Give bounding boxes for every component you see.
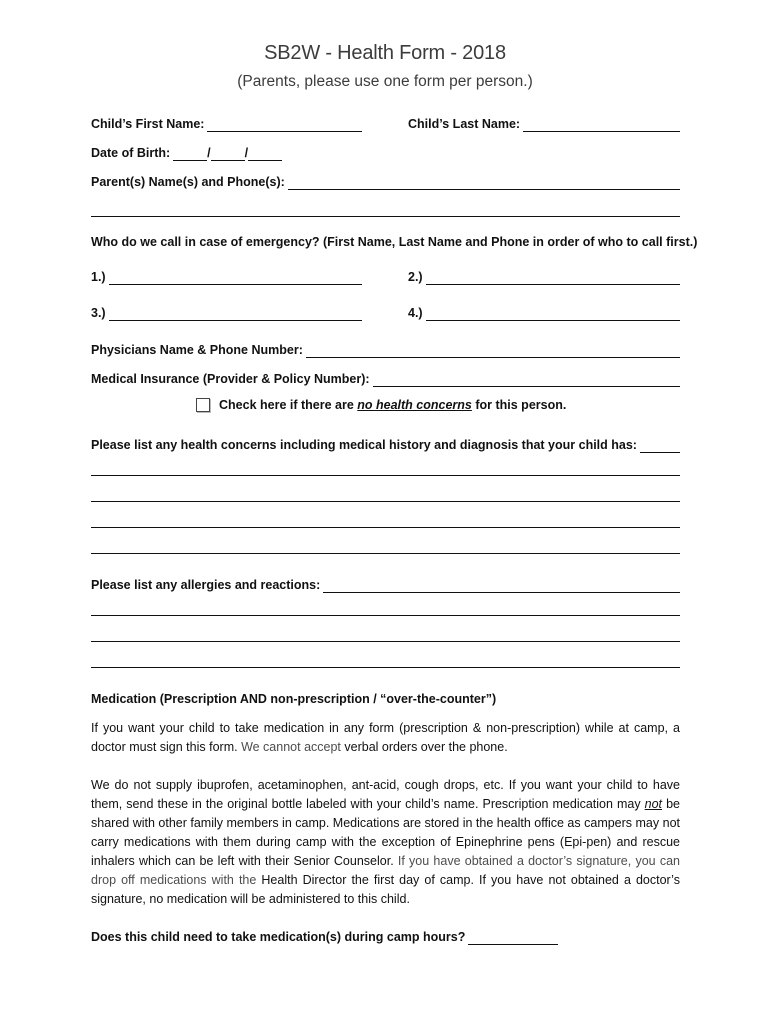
parents-row <box>91 172 680 190</box>
allergies-line[interactable] <box>91 641 680 642</box>
last-name-label: Child’s Last Name: <box>408 117 521 131</box>
contact-field[interactable] <box>109 271 362 285</box>
dob-month-field[interactable] <box>173 147 207 161</box>
no-concerns-emphasis: no health concerns <box>357 398 472 412</box>
med-para2-not: not <box>644 797 663 811</box>
parents-field-line-2[interactable] <box>91 216 680 217</box>
insurance-field[interactable] <box>373 373 680 387</box>
allergies-line[interactable] <box>91 667 680 668</box>
contact-number: 2.) <box>408 270 423 284</box>
emergency-contact-1 <box>91 267 362 285</box>
med-para2-text: We do not supply ibuprofen, acetaminophen, ant-acid, cough drops, etc. If you want your child to have them, send these in the original bottle labeled with your child’s name. Prescription medication may <box>91 778 680 811</box>
health-concerns-field[interactable] <box>640 439 680 453</box>
contact-number: 1.) <box>91 270 106 284</box>
contact-field[interactable] <box>426 271 680 285</box>
physician-field[interactable] <box>306 344 680 358</box>
emergency-heading: Who do we call in case of emergency? (First Name, Last Name and Phone in order of who to call first.) <box>91 235 698 249</box>
first-name-row <box>91 114 362 132</box>
health-concerns-line[interactable] <box>91 475 680 476</box>
physician-row <box>91 340 680 358</box>
first-name-label: Child’s First Name: <box>91 117 205 131</box>
physician-label: Physicians Name & Phone Number: <box>91 343 303 357</box>
dob-row <box>91 143 282 161</box>
form-subtitle: (Parents, please use one form per person.) <box>237 73 533 90</box>
emergency-contact-2 <box>408 267 680 285</box>
med-para1-text-end: verbal orders over the phone. <box>340 740 508 754</box>
health-concerns-line[interactable] <box>91 527 680 528</box>
no-concerns-text: Check here if there are <box>219 398 358 412</box>
dob-separator: / <box>207 146 211 160</box>
emergency-heading-row <box>91 232 698 250</box>
medication-paragraph-1 <box>91 719 680 757</box>
health-concerns-row <box>91 435 680 453</box>
no-concerns-row <box>196 398 566 412</box>
med-para1-muted: We cannot accept <box>241 740 341 754</box>
dob-label: Date of Birth: <box>91 146 171 160</box>
medication-heading: Medication (Prescription AND non-prescription / “over-the-counter”) <box>91 692 497 706</box>
allergies-field[interactable] <box>323 579 680 593</box>
contact-number: 4.) <box>408 306 423 320</box>
health-concerns-label: Please list any health concerns including medical history and diagnosis that your child has: <box>91 438 637 452</box>
parents-field[interactable] <box>288 176 680 190</box>
emergency-contact-4 <box>408 303 680 321</box>
dob-year-field[interactable] <box>248 147 282 161</box>
med-para1-text: If you want your child to take medication in any form (prescription & non-prescription) while at camp, a doctor must sign this form. <box>91 721 680 754</box>
health-concerns-line[interactable] <box>91 501 680 502</box>
no-concerns-checkbox[interactable] <box>196 398 210 412</box>
medication-answer-field[interactable] <box>468 931 558 945</box>
medication-paragraph-2 <box>91 776 680 909</box>
health-concerns-line[interactable] <box>91 553 680 554</box>
med-para2-text-mid: be shared with other family members in camp. Medications are stored in the health office as campers may not carry medications with them during camp with the exception of Epinephrine pens (Epi-pen) and rescue inhalers which can be left with their Senior Counselor. <box>91 797 680 868</box>
dob-day-field[interactable] <box>211 147 245 161</box>
first-name-field[interactable] <box>207 118 362 132</box>
parents-label: Parent(s) Name(s) and Phone(s): <box>91 175 285 189</box>
last-name-field[interactable] <box>523 118 680 132</box>
allergies-row <box>91 575 680 593</box>
no-concerns-text-end: for this person. <box>471 398 567 412</box>
dob-separator: / <box>244 146 249 160</box>
med-para2-muted: If you have obtained a doctor’s signature, you can drop off medications with the <box>91 854 680 887</box>
insurance-row <box>91 369 680 387</box>
contact-field[interactable] <box>109 307 362 321</box>
last-name-row <box>408 114 680 132</box>
contact-field[interactable] <box>426 307 680 321</box>
form-title: SB2W - Health Form - 2018 <box>264 42 506 64</box>
med-para2-text-end: Health Director the first day of camp. If you have not obtained a doctor’s signature, no medication will be administered to this child. <box>91 873 680 906</box>
no-concerns-label <box>219 398 566 412</box>
medication-question: Does this child need to take medication(s) during camp hours? <box>91 930 466 944</box>
emergency-contact-3 <box>91 303 362 321</box>
allergies-label: Please list any allergies and reactions: <box>91 578 321 592</box>
contact-number: 3.) <box>91 306 106 320</box>
medication-question-row <box>91 927 558 945</box>
allergies-line[interactable] <box>91 615 680 616</box>
insurance-label: Medical Insurance (Provider & Policy Number): <box>91 372 370 386</box>
medication-heading-row <box>91 689 680 707</box>
